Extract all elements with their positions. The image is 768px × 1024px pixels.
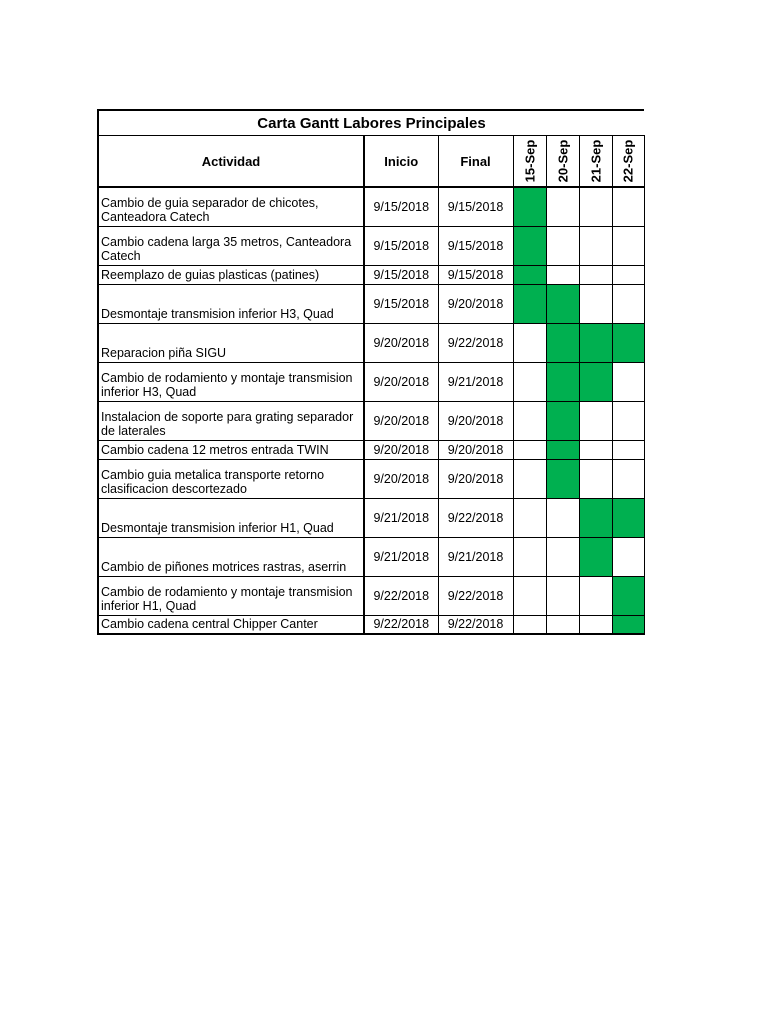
gantt-bar-cell xyxy=(546,323,579,362)
gantt-empty-cell xyxy=(579,440,612,459)
gantt-empty-cell xyxy=(546,226,579,265)
activity-cell: Cambio de rodamiento y montaje transmision inferior H1, Quad xyxy=(98,576,364,615)
end-date-cell: 9/15/2018 xyxy=(438,187,513,226)
activity-cell: Cambio cadena 12 metros entrada TWIN xyxy=(98,440,364,459)
gantt-bar-cell xyxy=(513,226,546,265)
header-week-4: 22-Sep xyxy=(612,136,644,188)
gantt-empty-cell xyxy=(546,187,579,226)
end-date-cell: 9/22/2018 xyxy=(438,498,513,537)
table-row xyxy=(98,362,644,401)
gantt-empty-cell xyxy=(546,537,579,576)
header-week-3: 21-Sep xyxy=(579,136,612,188)
header-start: Inicio xyxy=(364,136,438,188)
start-date-cell: 9/21/2018 xyxy=(364,498,438,537)
gantt-bar-cell xyxy=(513,265,546,284)
gantt-empty-cell xyxy=(612,401,644,440)
gantt-empty-cell xyxy=(579,615,612,634)
gantt-bar-cell xyxy=(612,615,644,634)
gantt-empty-cell xyxy=(579,401,612,440)
start-date-cell: 9/15/2018 xyxy=(364,284,438,323)
activity-cell: Instalacion de soporte para grating separador de laterales xyxy=(98,401,364,440)
end-date-cell: 9/22/2018 xyxy=(438,323,513,362)
end-date-cell: 9/15/2018 xyxy=(438,226,513,265)
gantt-empty-cell xyxy=(546,265,579,284)
table-row xyxy=(98,187,644,226)
gantt-empty-cell xyxy=(513,362,546,401)
activity-cell: Reparacion piña SIGU xyxy=(98,323,364,362)
table-row xyxy=(98,615,644,634)
table-row xyxy=(98,498,644,537)
start-date-cell: 9/15/2018 xyxy=(364,226,438,265)
gantt-bar-cell xyxy=(546,284,579,323)
activity-cell: Cambio cadena central Chipper Canter xyxy=(98,615,364,634)
gantt-empty-cell xyxy=(612,537,644,576)
activity-cell: Cambio guia metalica transporte retorno clasificacion descortezado xyxy=(98,459,364,498)
start-date-cell: 9/20/2018 xyxy=(364,459,438,498)
gantt-empty-cell xyxy=(612,362,644,401)
gantt-empty-cell xyxy=(612,284,644,323)
table-row xyxy=(98,401,644,440)
gantt-empty-cell xyxy=(612,187,644,226)
gantt-empty-cell xyxy=(546,615,579,634)
start-date-cell: 9/20/2018 xyxy=(364,362,438,401)
gantt-empty-cell xyxy=(579,187,612,226)
end-date-cell: 9/15/2018 xyxy=(438,265,513,284)
gantt-empty-cell xyxy=(612,265,644,284)
end-date-cell: 9/21/2018 xyxy=(438,362,513,401)
header-activity: Actividad xyxy=(98,136,364,188)
gantt-bar-cell xyxy=(513,284,546,323)
gantt-empty-cell xyxy=(513,615,546,634)
gantt-table xyxy=(97,109,645,635)
gantt-bar-cell xyxy=(579,498,612,537)
gantt-empty-cell xyxy=(513,401,546,440)
activity-cell: Cambio de rodamiento y montaje transmision inferior H3, Quad xyxy=(98,362,364,401)
gantt-empty-cell xyxy=(546,498,579,537)
gantt-empty-cell xyxy=(579,226,612,265)
table-row xyxy=(98,226,644,265)
activity-cell: Cambio de guia separador de chicotes, Canteadora Catech xyxy=(98,187,364,226)
header-week-1: 15-Sep xyxy=(513,136,546,188)
activity-cell: Cambio cadena larga 35 metros, Canteadora Catech xyxy=(98,226,364,265)
end-date-cell: 9/22/2018 xyxy=(438,615,513,634)
gantt-empty-cell xyxy=(579,459,612,498)
gantt-empty-cell xyxy=(513,576,546,615)
header-end: Final xyxy=(438,136,513,188)
gantt-empty-cell xyxy=(513,498,546,537)
end-date-cell: 9/20/2018 xyxy=(438,440,513,459)
table-row xyxy=(98,284,644,323)
gantt-bar-cell xyxy=(546,459,579,498)
table-row xyxy=(98,537,644,576)
gantt-empty-cell xyxy=(579,265,612,284)
gantt-bar-cell xyxy=(579,362,612,401)
gantt-empty-cell xyxy=(612,226,644,265)
start-date-cell: 9/20/2018 xyxy=(364,440,438,459)
gantt-bar-cell xyxy=(513,187,546,226)
table-row xyxy=(98,265,644,284)
end-date-cell: 9/21/2018 xyxy=(438,537,513,576)
gantt-empty-cell xyxy=(579,284,612,323)
gantt-empty-cell xyxy=(513,440,546,459)
end-date-cell: 9/22/2018 xyxy=(438,576,513,615)
gantt-bar-cell xyxy=(579,323,612,362)
gantt-bar-cell xyxy=(612,323,644,362)
gantt-body xyxy=(98,187,644,634)
gantt-empty-cell xyxy=(513,323,546,362)
activity-cell: Cambio de piñones motrices rastras, aserrin xyxy=(98,537,364,576)
gantt-bar-cell xyxy=(579,537,612,576)
gantt-bar-cell xyxy=(546,440,579,459)
activity-cell: Desmontaje transmision inferior H1, Quad xyxy=(98,498,364,537)
start-date-cell: 9/22/2018 xyxy=(364,576,438,615)
gantt-bar-cell xyxy=(612,498,644,537)
gantt-empty-cell xyxy=(513,459,546,498)
end-date-cell: 9/20/2018 xyxy=(438,284,513,323)
gantt-bar-cell xyxy=(546,362,579,401)
end-date-cell: 9/20/2018 xyxy=(438,459,513,498)
table-title: Carta Gantt Labores Principales xyxy=(98,110,644,136)
header-week-2: 20-Sep xyxy=(546,136,579,188)
table-row xyxy=(98,459,644,498)
activity-cell: Desmontaje transmision inferior H3, Quad xyxy=(98,284,364,323)
activity-cell: Reemplazo de guias plasticas (patines) xyxy=(98,265,364,284)
table-row xyxy=(98,440,644,459)
start-date-cell: 9/15/2018 xyxy=(364,265,438,284)
gantt-bar-cell xyxy=(546,401,579,440)
start-date-cell: 9/21/2018 xyxy=(364,537,438,576)
table-row xyxy=(98,323,644,362)
gantt-empty-cell xyxy=(612,459,644,498)
start-date-cell: 9/15/2018 xyxy=(364,187,438,226)
start-date-cell: 9/22/2018 xyxy=(364,615,438,634)
gantt-empty-cell xyxy=(546,576,579,615)
start-date-cell: 9/20/2018 xyxy=(364,401,438,440)
gantt-empty-cell xyxy=(513,537,546,576)
gantt-bar-cell xyxy=(612,576,644,615)
start-date-cell: 9/20/2018 xyxy=(364,323,438,362)
end-date-cell: 9/20/2018 xyxy=(438,401,513,440)
gantt-empty-cell xyxy=(579,576,612,615)
gantt-empty-cell xyxy=(612,440,644,459)
table-row xyxy=(98,576,644,615)
